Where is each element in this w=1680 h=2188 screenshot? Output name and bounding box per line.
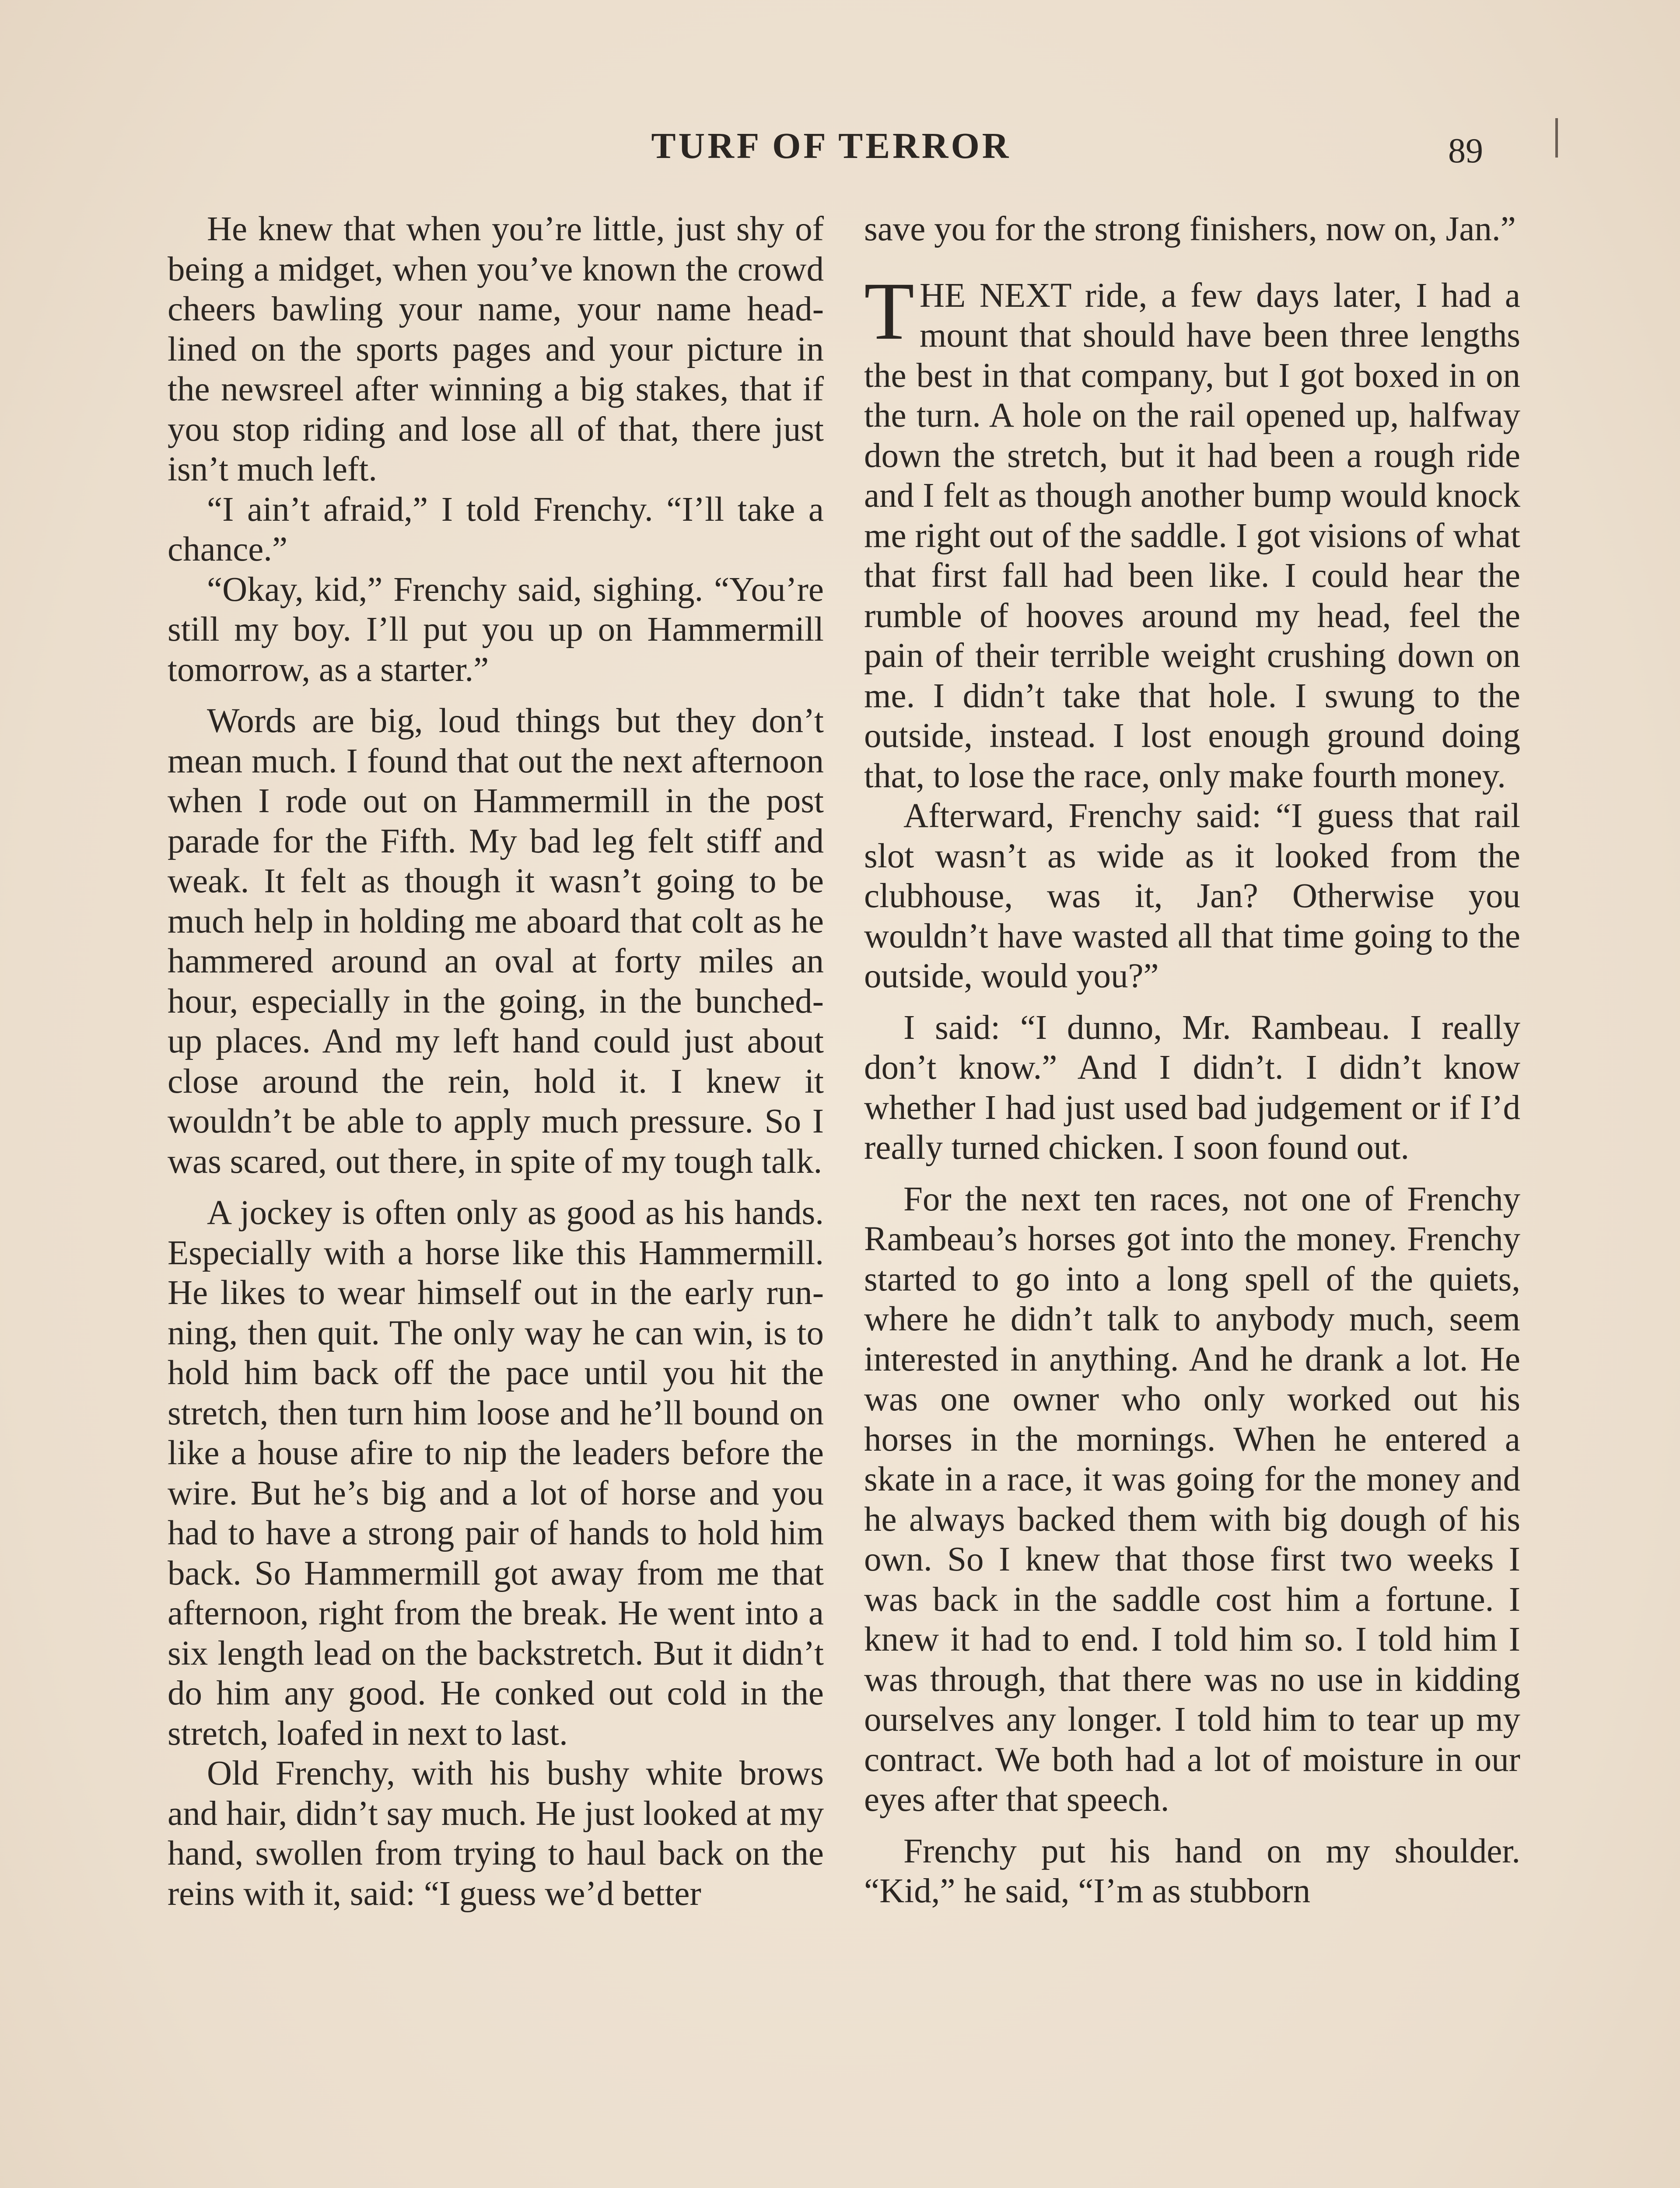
paragraph: Old Frenchy, with his bushy white brows and hair, didn’t say much. He just looked at my hand, swollen from trying to haul back on the reins with it, said: “I guess we’d better	[168, 1754, 824, 1913]
section-opening-paragraph	[864, 265, 1520, 796]
paragraph: A jockey is often only as good as his hands. Especially with a horse like this Hammermill. He likes to wear himself out in the early running, then quit. The only way he can win, is to hold him back off the pace until you hit the stretch, then turn him loose and he’ll bound on like a house afire to nip the leaders before the wire. But he’s big and a lot of horse and you had to have a strong pair of hands to hold him back. So Hammermill got away from me that afternoon, right from the break. He went into a six length lead on the backstretch. But it didn’t do him any good. He conked out cold in the stretch, loafed in next to last.	[168, 1194, 824, 1753]
drop-cap: T	[864, 265, 914, 357]
page-edge-mark	[1555, 118, 1558, 158]
paragraph: Frenchy put his hand on my shoulder. “Kid,” he said, “I’m as stubborn	[864, 1832, 1520, 1910]
left-column	[168, 209, 824, 1914]
running-title: TURF OF TERROR	[651, 126, 1012, 166]
paragraph: Words are big, loud things but they don’t mean much. I found that out the next afternoon when I rode out on Hammermill in the post parade for the Fifth. My bad leg felt stiff and weak. It felt as though it wasn’t going to be much help in holding me aboard that colt as he hammered around an oval at forty miles an hour, especially in the going, in the bunched-up places. And my left hand could just about close around the rein, hold it. I knew it wouldn’t be able to apply much pressure. So I was scared, out there, in spite of my tough talk.	[168, 702, 824, 1181]
paragraph: For the next ten races, not one of Frenchy Rambeau’s horses got into the money. Frenchy started to go into a long spell of the quiets, where he didn’t talk to anybody much, seem interested in anything. And he drank a lot. He was one owner who only worked out his horses in the mornings. When he entered a skate in a race, it was going for the money and he always backed them with big dough of his own. So I knew that those first two weeks I was back in the saddle cost him a fortune. I knew it had to end. I told him so. I told him I was through, that there was no use in kidding ourselves any longer. I told him to tear up my contract. We both had a lot of moisture in our eyes after that speech.	[864, 1180, 1520, 1819]
right-column	[864, 209, 1520, 1911]
page-number: 89	[1448, 132, 1483, 170]
paragraph-continuation: save you for the strong finishers, now on, Jan.”	[864, 210, 1516, 248]
paragraph: I said: “I dunno, Mr. Rambeau. I really don’t know.” And I didn’t. I didn’t know whether I had just used bad judgement or if I’d really turned chicken. I soon found out.	[864, 1008, 1520, 1167]
paragraph: “Okay, kid,” Frenchy said, sighing. “You’re still my boy. I’ll put you up on Hammermill tomorrow, as a starter.”	[168, 570, 824, 689]
section-opening-text: HE NEXT ride, a few days later, I had a mount that should have been three lengths the best in that company, but I got boxed in on the turn. A hole on the rail opened up, halfway down the stretch, but it had been a rough ride and I felt as though another bump would knock me right out of the saddle. I got visions of what that first fall had been like. I could hear the rumble of hooves around my head, feel the pain of their terrible weight crushing down on me. I didn’t take that hole. I swung to the outside, instead. I lost enough ground doing that, to lose the race, only make fourth money.	[864, 276, 1520, 795]
paragraph: Afterward, Frenchy said: “I guess that rail slot wasn’t as wide as it looked from the clubhouse, was it, Jan? Otherwise you wouldn’t have wasted all that time going to the outside, would you?”	[864, 797, 1520, 995]
paragraph: He knew that when you’re little, just shy of being a midget, when you’ve known the crowd cheers bawling your name, your name headlined on the sports pages and your picture in the newsreel after winning a big stakes, that if you stop riding and lose all of that, there just isn’t much left.	[168, 210, 824, 488]
paragraph: “I ain’t afraid,” I told Frenchy. “I’ll take a chance.”	[168, 490, 824, 568]
